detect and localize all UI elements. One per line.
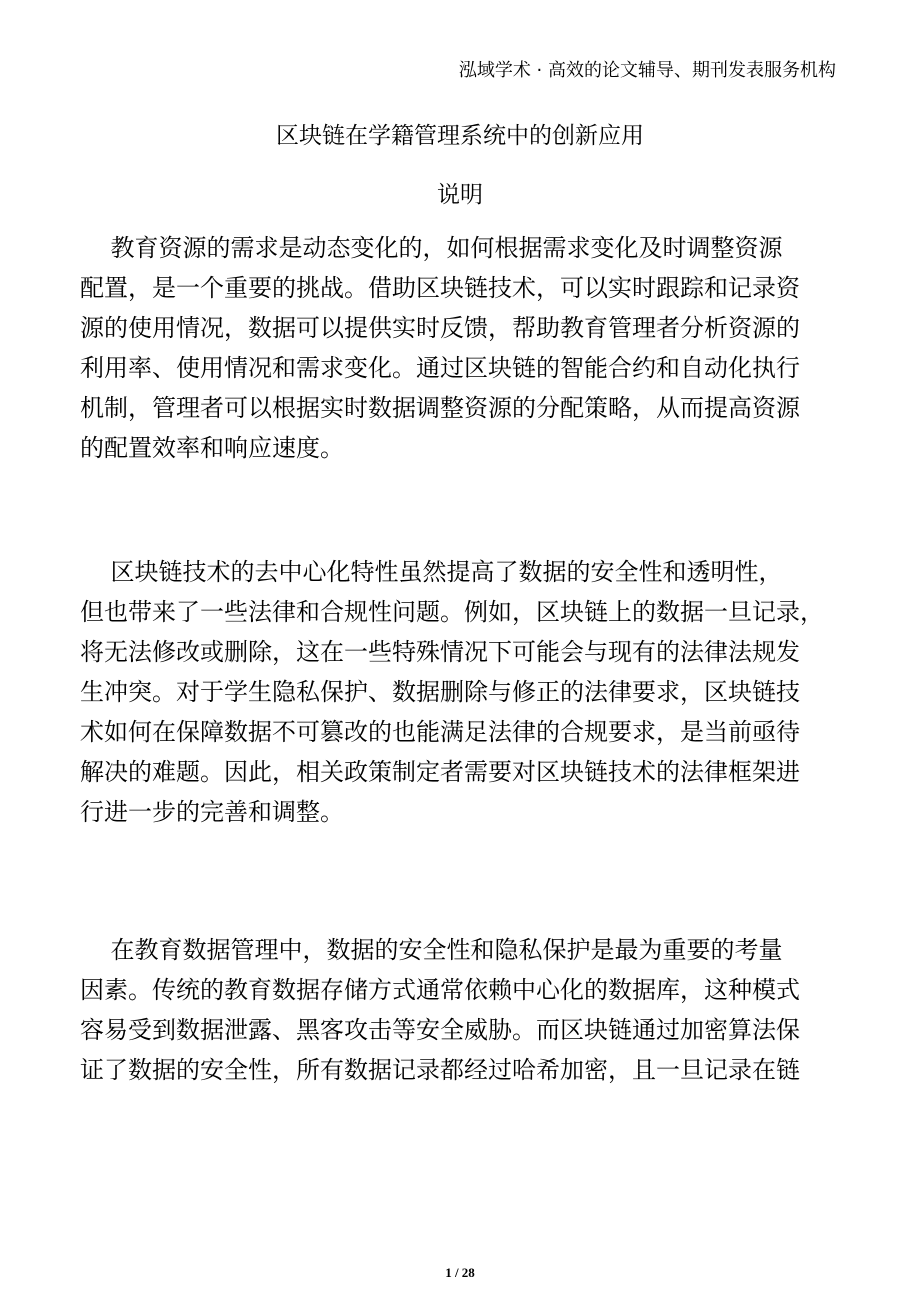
text-line: 在教育数据管理中，数据的安全性和隐私保护是最为重要的考量	[80, 936, 783, 964]
section-heading: 说明	[437, 182, 483, 208]
paragraph	[80, 930, 856, 1090]
page-number: 1 / 28	[445, 1265, 475, 1280]
text-line: 区块链技术的去中心化特性虽然提高了数据的安全性和透明性，	[80, 558, 783, 586]
text-line: 机制，管理者可以根据实时数据调整资源的分配策略，从而提高资源	[80, 394, 800, 422]
document-title: 区块链在学籍管理系统中的创新应用	[276, 123, 644, 149]
text-line: 的配置效率和响应速度。	[80, 434, 344, 462]
text-line: 将无法修改或删除，这在一些特殊情况下可能会与现有的法律法规发	[80, 638, 800, 666]
text-line: 教育资源的需求是动态变化的，如何根据需求变化及时调整资源	[80, 234, 783, 262]
text-line: 源的使用情况，数据可以提供实时反馈，帮助教育管理者分析资源的	[80, 314, 800, 342]
text-line: 配置，是一个重要的挑战。借助区块链技术，可以实时跟踪和记录资	[80, 274, 800, 302]
text-line: 术如何在保障数据不可篡改的也能满足法律的合规要求，是当前亟待	[80, 718, 800, 746]
paragraph	[80, 552, 856, 832]
text-line: 证了数据的安全性，所有数据记录都经过哈希加密，且一旦记录在链	[80, 1056, 800, 1084]
page-header: 泓域学术 · 高效的论文辅导、期刊发表服务机构	[458, 60, 836, 81]
text-line: 解决的难题。因此，相关政策制定者需要对区块链技术的法律框架进	[80, 758, 800, 786]
text-line: 容易受到数据泄露、黑客攻击等安全威胁。而区块链通过加密算法保	[80, 1016, 800, 1044]
text-line: 但也带来了一些法律和合规性问题。例如，区块链上的数据一旦记录，	[80, 598, 824, 626]
text-line: 行进一步的完善和调整。	[80, 798, 344, 826]
paragraph	[80, 228, 856, 468]
text-line: 因素。传统的教育数据存储方式通常依赖中心化的数据库，这种模式	[80, 976, 800, 1004]
text-line: 利用率、使用情况和需求变化。通过区块链的智能合约和自动化执行	[80, 354, 800, 382]
text-line: 生冲突。对于学生隐私保护、数据删除与修正的法律要求，区块链技	[80, 678, 800, 706]
